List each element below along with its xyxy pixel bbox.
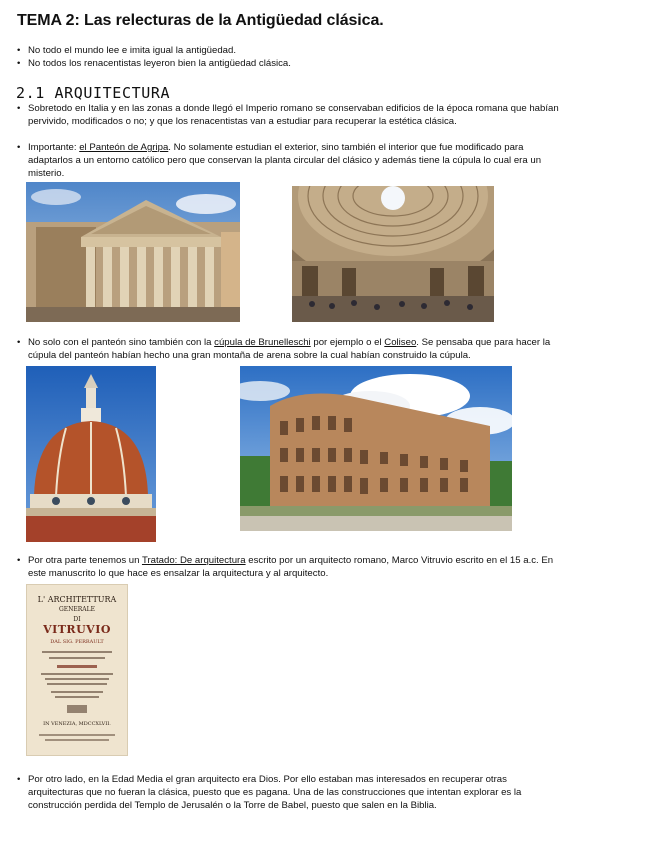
bullet-dot: • bbox=[17, 45, 21, 56]
bullet-text: . Se pensaba que para hacer la bbox=[416, 337, 551, 348]
intro-bullet bbox=[17, 57, 627, 70]
pantheon-interior-image bbox=[292, 186, 494, 322]
pantheon-exterior-image bbox=[26, 182, 240, 322]
bullet-line: arquitecturas que no fueran la clásica, puesto que es pagana. Una de las construcciones que intentan explorar es la bbox=[28, 787, 522, 798]
bullet-text: No todos los renacentistas leyeron bien la antigüedad clásica. bbox=[28, 58, 291, 69]
bullet-text: . No solamente estudian el exterior, sino también el interior que fue modificado para bbox=[168, 142, 524, 153]
vitruvio-book-cover-image bbox=[26, 584, 128, 756]
link-tratado-arquitectura[interactable]: Tratado: De arquitectura bbox=[141, 555, 246, 566]
cover-line: L' ARCHITETTURA bbox=[37, 595, 117, 604]
intro-bullet bbox=[17, 44, 627, 57]
bullet-text: Por otra parte tenemos un bbox=[28, 555, 142, 566]
paragraph-bullet-5 bbox=[17, 773, 632, 812]
paragraph-bullet-4 bbox=[17, 554, 632, 580]
cover-line: DI bbox=[73, 616, 81, 623]
section-heading: 2.1 ARQUITECTURA bbox=[16, 84, 171, 102]
paragraph-bullet-3 bbox=[17, 336, 632, 362]
bullet-line: construcción perdida del Templo de Jerusalén o la Torre de Babel, puesto que salen en la Biblia. bbox=[28, 800, 437, 811]
bullet-line: Sobretodo en Italia y en las zonas a donde llegó el Imperio romano se conservaban edificios de la época romana que habían bbox=[28, 103, 559, 114]
colosseum-image bbox=[240, 366, 512, 531]
bullet-line: misterio. bbox=[28, 168, 65, 179]
cover-line: DAL SIG. PERRAULT bbox=[50, 639, 104, 645]
bullet-dot: • bbox=[17, 103, 21, 114]
bullet-line: adaptarlos a un entorno católico pero que conservan la planta circular del clásico y además tiene la cúpula lo cual era un bbox=[28, 155, 542, 166]
bullet-line: Por otro lado, en la Edad Media el gran arquitecto era Dios. Por ello estaban mas interesados en recuperar otras bbox=[28, 774, 507, 785]
bullet-dot: • bbox=[17, 337, 21, 348]
bullet-dot: • bbox=[17, 774, 21, 785]
bullet-line: pervivido, modificados o no; y que los renacentistas van a estudiar para recuperar la estética clásica. bbox=[28, 116, 457, 127]
cover-line: VITRUVIO bbox=[43, 623, 111, 636]
cover-line: GENERALE bbox=[58, 606, 96, 613]
page-title: TEMA 2: Las relecturas de la Antigüedad clásica. bbox=[17, 12, 384, 29]
brunelleschi-dome-image bbox=[26, 366, 156, 542]
bullet-text: escrito por un arquitecto romano, Marco Vitruvio escrito en el 15 a.c. En bbox=[245, 555, 554, 566]
link-coliseo[interactable]: Coliseo bbox=[384, 337, 417, 348]
link-panteon-agripa[interactable]: el Panteón de Agripa bbox=[79, 142, 169, 153]
bullet-line: cúpula del panteón habían hecho una gran montaña de arena sobre la cual habían construido la cúpula. bbox=[28, 350, 471, 361]
paragraph-bullet-2 bbox=[17, 141, 632, 180]
bullet-text: No solo con el panteón sino también con la bbox=[28, 337, 215, 348]
bullet-line: este manuscrito lo que hace es ensalzar la arquitectura y al arquitecto. bbox=[28, 568, 329, 579]
bullet-dot: • bbox=[17, 58, 21, 69]
bullet-text: por ejemplo o el bbox=[310, 337, 385, 348]
cover-imprint: IN VENEZIA, MDCCXLVII. bbox=[43, 721, 111, 727]
bullet-text: No todo el mundo lee e imita igual la antigüedad. bbox=[28, 45, 237, 56]
bullet-prefix: Importante: bbox=[28, 142, 80, 153]
link-cupula-brunelleschi[interactable]: cúpula de Brunelleschi bbox=[214, 337, 311, 348]
bullet-dot: • bbox=[17, 555, 21, 566]
paragraph-bullet-1 bbox=[17, 102, 632, 128]
bullet-dot: • bbox=[17, 142, 21, 153]
